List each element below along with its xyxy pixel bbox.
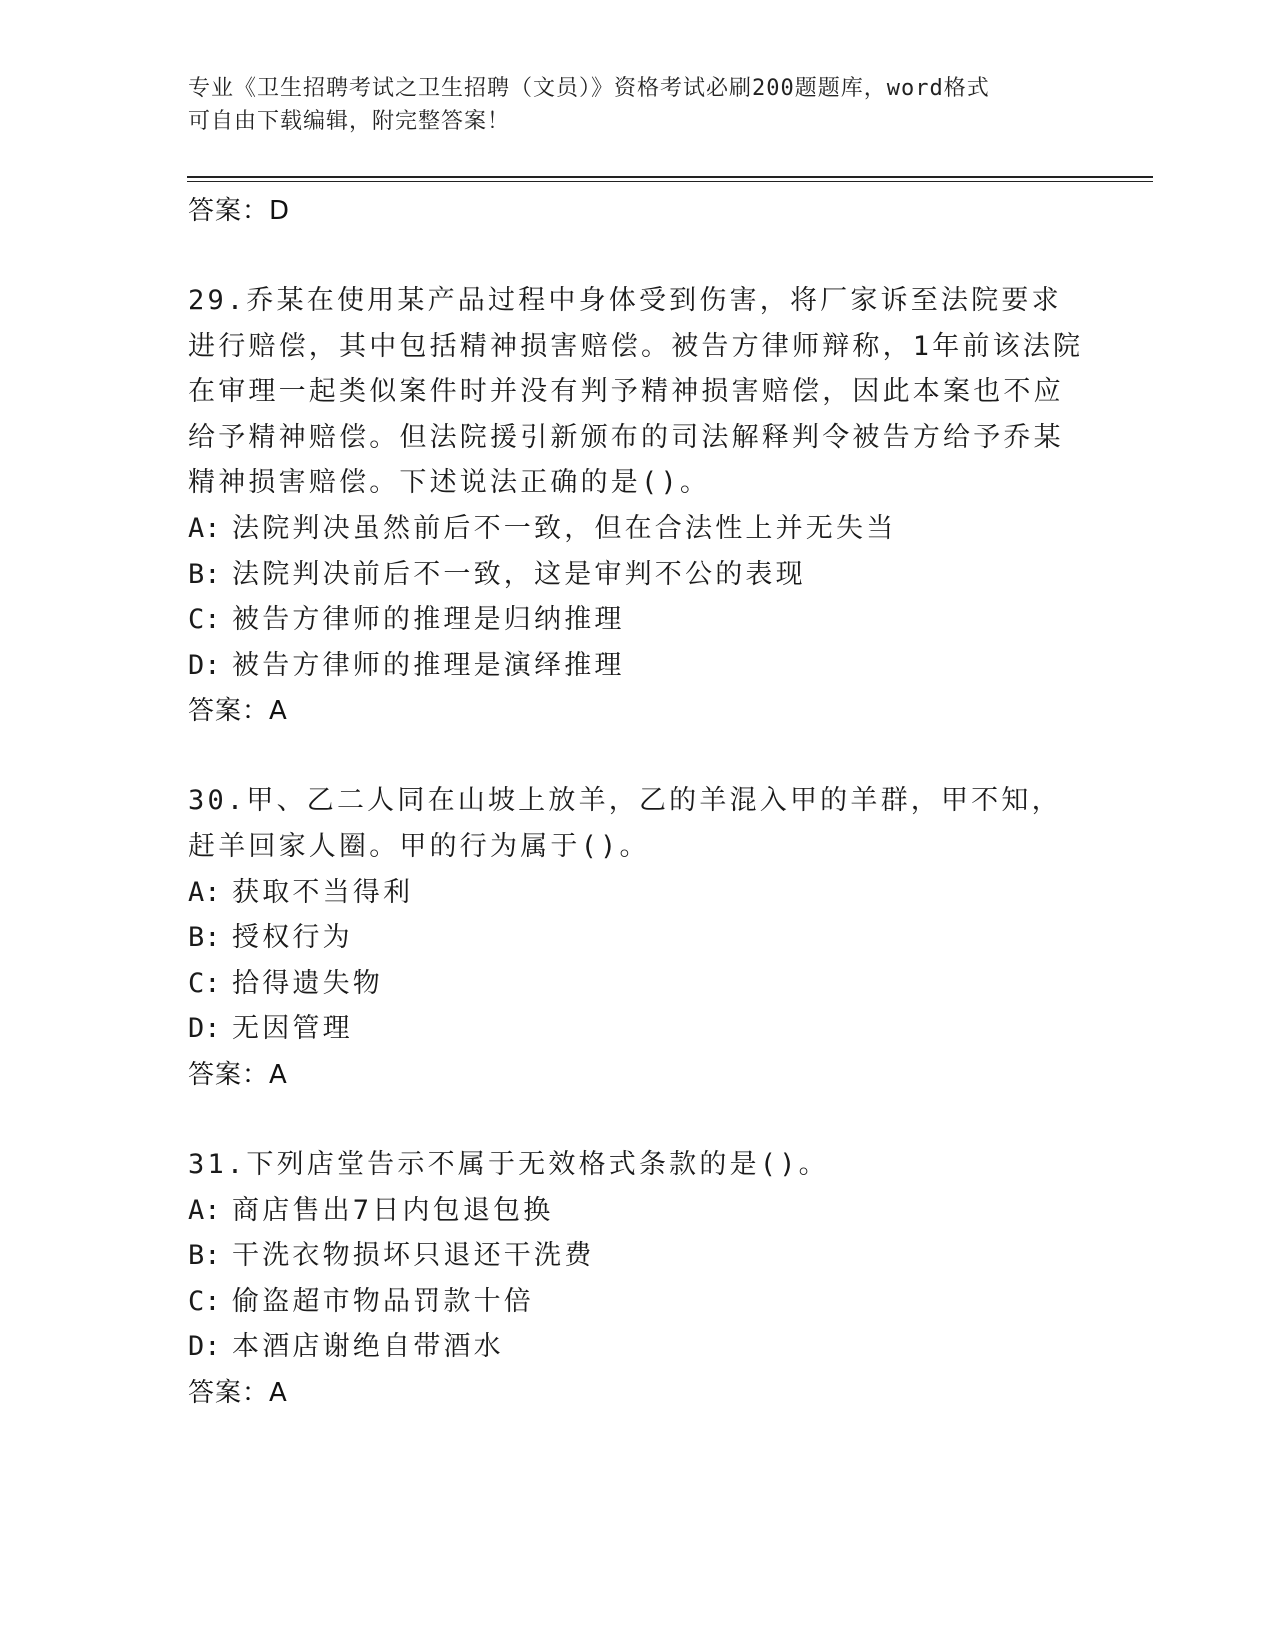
option-letter: B: — [188, 922, 221, 954]
answer-label: 答案： — [188, 196, 270, 226]
option-c — [188, 597, 1088, 643]
option-letter: C: — [188, 604, 221, 636]
option-text: 被告方律师的推理是归纳推理 — [232, 604, 625, 636]
option-text: 本酒店谢绝自带酒水 — [232, 1331, 504, 1363]
option-text: 偷盗超市物品罚款十倍 — [232, 1285, 534, 1317]
option-d — [188, 1006, 1088, 1052]
answer-line — [188, 688, 1088, 734]
header-line-1: 专业《卫生招聘考试之卫生招聘（文员）》资格考试必刷200题题库，word格式 — [188, 76, 990, 101]
answer-line — [188, 1370, 1088, 1416]
answer-value: A — [269, 1377, 287, 1408]
header-line-2: 可自由下载编辑，附完整答案！ — [188, 109, 511, 134]
option-letter: D: — [188, 1013, 221, 1045]
option-d — [188, 643, 1088, 689]
spacer — [188, 1098, 1088, 1142]
option-text: 授权行为 — [232, 922, 353, 954]
answer-label: 答案： — [188, 696, 270, 727]
option-letter: B: — [188, 1240, 221, 1272]
option-text: 无因管理 — [232, 1013, 353, 1045]
question-list — [188, 188, 1088, 1416]
question-stem: 30.甲、乙二人同在山坡上放羊，乙的羊混入甲的羊群，甲不知，赶羊回家人圈。甲的行为属于()。 — [188, 785, 1062, 862]
option-letter: A: — [188, 1194, 221, 1226]
option-c — [188, 961, 1088, 1007]
option-b — [188, 915, 1088, 961]
option-text: 被告方律师的推理是演绎推理 — [232, 649, 625, 681]
option-letter: A: — [188, 512, 221, 544]
option-text: 法院判决前后不一致，这是审判不公的表现 — [232, 558, 806, 590]
header-divider-thin — [187, 181, 1153, 182]
option-letter: B: — [188, 558, 221, 590]
answer-value: A — [269, 696, 287, 727]
option-text: 法院判决虽然前后不一致，但在合法性上并无失当 — [232, 512, 897, 544]
option-text: 获取不当得利 — [232, 876, 414, 908]
answer-line — [188, 1052, 1088, 1098]
answer-value: A — [269, 1059, 287, 1090]
option-a — [188, 506, 1088, 552]
option-letter: C: — [188, 1285, 221, 1317]
answer-label: 答案： — [188, 1059, 270, 1090]
option-a — [188, 1188, 1088, 1234]
option-letter: A: — [188, 876, 221, 908]
option-letter: D: — [188, 649, 221, 681]
option-c — [188, 1279, 1088, 1325]
question-stem: 29.乔某在使用某产品过程中身体受到伤害，将厂家诉至法院要求进行赔偿，其中包括精神损害赔偿。被告方律师辩称，1年前该法院在审理一起类似案件时并没有判予精神损害赔偿，因此本案也不应给予精神赔偿。但法院援引新颁布的司法解释判令被告方给予乔某精神损害赔偿。下述说法正确的是()。 — [188, 285, 1084, 499]
answer-label: 答案： — [188, 1377, 270, 1408]
answer-value: D — [269, 196, 290, 226]
option-a — [188, 870, 1088, 916]
page-header — [188, 72, 1088, 138]
option-b — [188, 1233, 1088, 1279]
spacer — [188, 234, 1088, 278]
question-stem: 31.下列店堂告示不属于无效格式条款的是()。 — [188, 1148, 829, 1180]
option-text: 拾得遗失物 — [232, 967, 383, 999]
spacer — [188, 734, 1088, 778]
option-letter: D: — [188, 1331, 221, 1363]
option-d — [188, 1324, 1088, 1370]
option-letter: C: — [188, 967, 221, 999]
option-b — [188, 552, 1088, 598]
option-text: 商店售出7日内包退包换 — [232, 1194, 554, 1226]
option-text: 干洗衣物损坏只退还干洗费 — [232, 1240, 595, 1272]
header-divider-thick — [187, 176, 1153, 178]
answer-line — [188, 188, 1088, 234]
